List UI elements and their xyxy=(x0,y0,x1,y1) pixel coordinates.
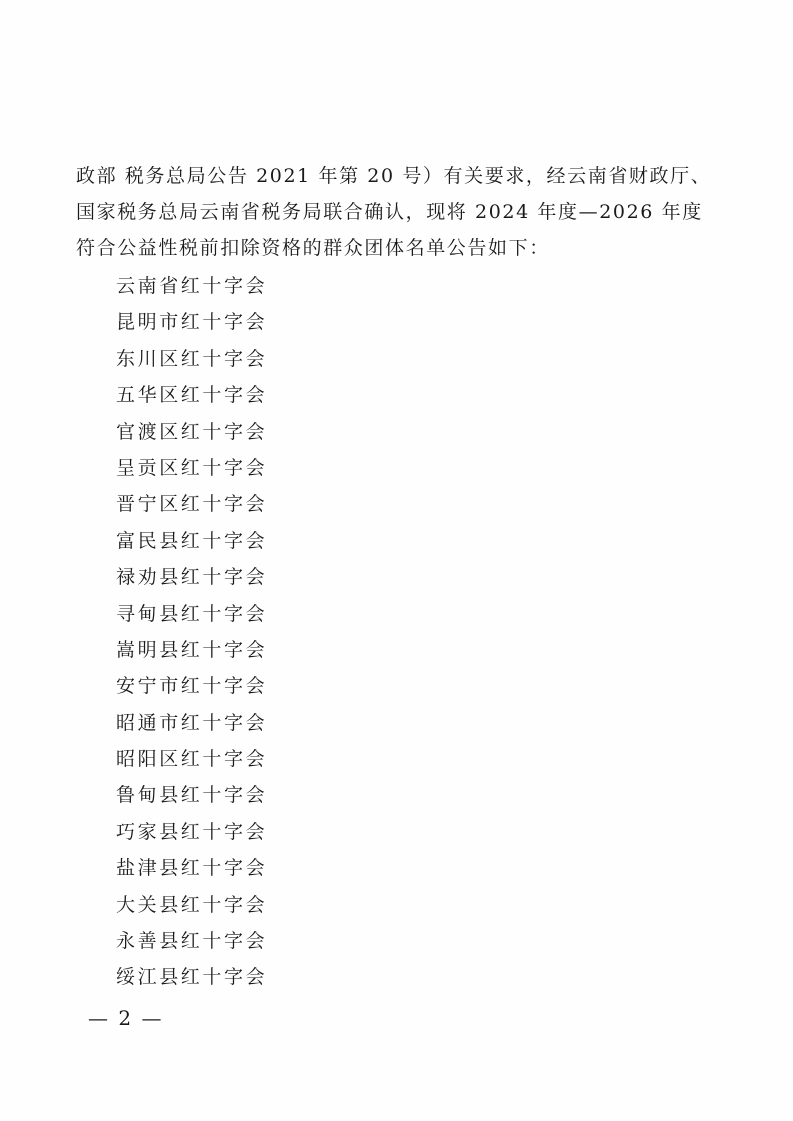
list-item: 东川区红十字会 xyxy=(116,347,268,370)
organization-list xyxy=(116,268,267,996)
intro-line-1: 政部 税务总局公告 2021 年第 20 号）有关要求，经云南省财政厅、 xyxy=(76,165,712,187)
list-item: 绥江县红十字会 xyxy=(116,966,268,989)
list-item: 禄劝县红十字会 xyxy=(116,566,268,589)
list-item: 富民县红十字会 xyxy=(116,529,268,552)
list-item: 大关县红十字会 xyxy=(116,893,268,916)
list-item: 昭通市红十字会 xyxy=(116,711,268,734)
list-item: 五华区红十字会 xyxy=(116,384,268,407)
intro-paragraph xyxy=(76,158,712,266)
list-item: 呈贡区红十字会 xyxy=(116,456,268,479)
list-item: 晋宁区红十字会 xyxy=(116,493,268,516)
list-item: 安宁市红十字会 xyxy=(116,675,268,698)
intro-line-2: 国家税务总局云南省税务局联合确认，现将 2024 年度—2026 年度 xyxy=(76,201,703,223)
list-item: 盐津县红十字会 xyxy=(116,857,268,880)
list-item: 嵩明县红十字会 xyxy=(116,638,268,661)
list-item: 云南省红十字会 xyxy=(116,275,268,297)
page-number: — 2 — xyxy=(88,1006,164,1030)
list-item: 昭阳区红十字会 xyxy=(116,748,268,771)
list-item: 永善县红十字会 xyxy=(116,930,268,953)
list-item: 巧家县红十字会 xyxy=(116,820,268,843)
list-item: 官渡区红十字会 xyxy=(116,420,268,443)
list-item: 昆明市红十字会 xyxy=(116,311,268,334)
intro-line-3: 符合公益性税前扣除资格的群众团体名单公告如下： xyxy=(76,237,550,259)
list-item: 鲁甸县红十字会 xyxy=(116,784,268,807)
list-item: 寻甸县红十字会 xyxy=(116,602,268,625)
